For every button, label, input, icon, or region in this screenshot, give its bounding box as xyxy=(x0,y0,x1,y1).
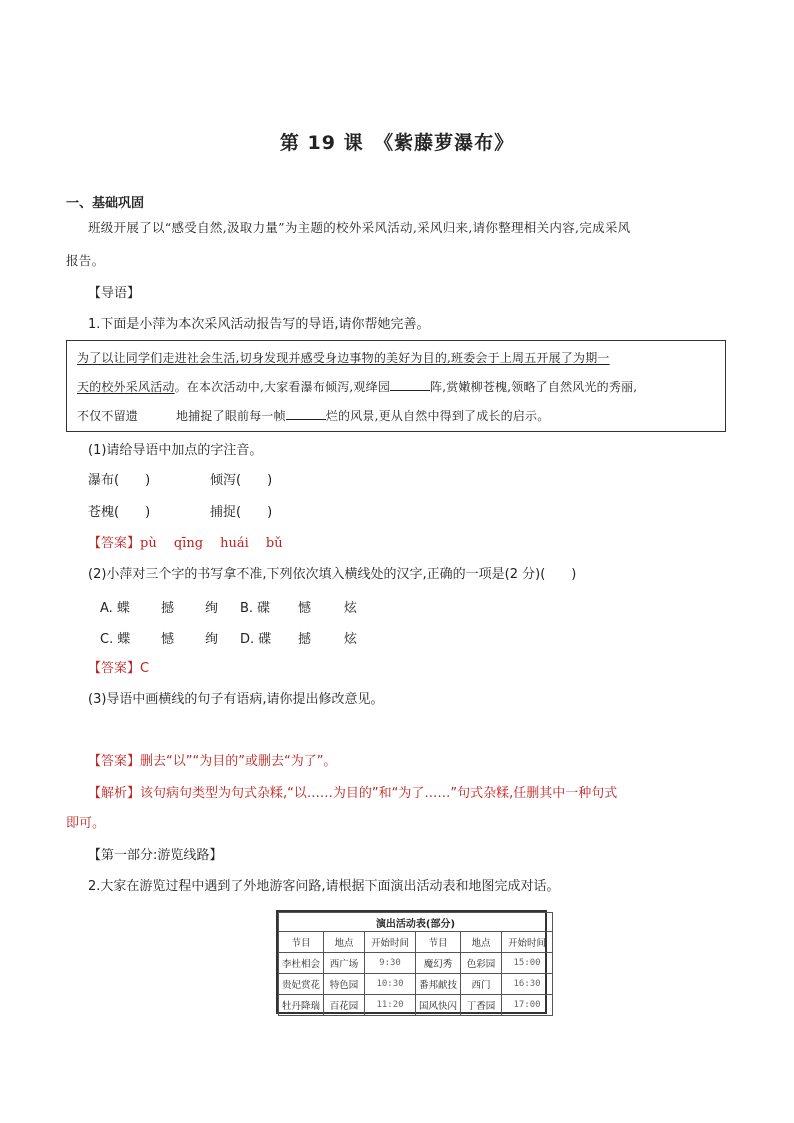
table-cell: 李杜相会 xyxy=(279,953,324,974)
table-header-cell: 节目 xyxy=(416,932,461,953)
table-cell: 国风快闪 xyxy=(416,995,461,1016)
passage-line3 xyxy=(77,407,549,424)
option-c-1: C. 蝶 xyxy=(100,632,131,647)
analysis-text-line1: 该句病句类型为句式杂糅,“以……为目的”和“为了……”句式杂糅,任删其中一种句式 xyxy=(140,786,618,801)
performance-table xyxy=(278,912,553,1016)
table-row xyxy=(279,995,553,1016)
pinyin-item-canghuai: 苍槐( ) xyxy=(88,505,151,520)
option-c-2: 憾 xyxy=(161,632,175,647)
passage-line2 xyxy=(77,378,637,395)
answer-2 xyxy=(88,659,149,679)
passage-line1-underlined: 为了以让同学们走进社会生活,切身发现并感受身边事物的美好为目的,班委会于上周五开展了为期一 xyxy=(77,351,610,365)
passage-line3-c: 烂的风景,更从自然中得到了成长的启示。 xyxy=(325,409,550,423)
table-header-row xyxy=(279,932,553,953)
option-a-1: A. 蝶 xyxy=(100,601,130,616)
option-d-1: D. 碟 xyxy=(240,632,272,647)
option-b-1: B. 碟 xyxy=(240,601,271,616)
question-1: 1.下面是小萍为本次采风活动报告写的导语,请你帮她完善。 xyxy=(88,317,430,332)
analysis-label: 【解析】 xyxy=(88,786,141,801)
question-1-3: (3)导语中画横线的句子有语病,请你提出修改意见。 xyxy=(88,692,384,707)
answer-2-text: C xyxy=(140,661,150,676)
option-c-3: 绚 xyxy=(205,632,219,647)
option-b-2: 憾 xyxy=(298,601,312,616)
daoyu-label: 【导语】 xyxy=(88,286,141,301)
option-d-2: 撼 xyxy=(298,632,312,647)
table-cell: 色彩园 xyxy=(461,953,502,974)
answer-label: 【答案】 xyxy=(88,754,141,769)
table-cell: 10:30 xyxy=(365,974,416,995)
passage-line2-underlined: 天的校外采风活动 xyxy=(77,380,175,394)
analysis xyxy=(88,784,617,804)
table-row xyxy=(279,974,553,995)
table-cell: 特色园 xyxy=(324,974,365,995)
table-cell: 牡丹降瑞 xyxy=(279,995,324,1016)
question-1-1: (1)请给导语中加点的字注音。 xyxy=(88,443,263,458)
intro-text-line2: 报告。 xyxy=(66,253,105,268)
passage-line3-b: 地捕捉了眼前每一帧 xyxy=(176,409,286,423)
table-header-cell: 地点 xyxy=(324,932,365,953)
pinyin-item-qingxie: 倾泻( ) xyxy=(210,473,273,488)
table-cell: 西广场 xyxy=(324,953,365,974)
answer-1-text: pù qīng huái bǔ xyxy=(140,536,283,551)
answer-3-text: 删去“以”“为目的”或删去“为了”。 xyxy=(140,754,337,769)
answer-label: 【答案】 xyxy=(88,536,141,551)
option-a-2: 撼 xyxy=(161,601,175,616)
pinyin-item-buzhuo: 捕捉( ) xyxy=(210,505,273,520)
answer-label: 【答案】 xyxy=(88,661,141,676)
table-cell: 15:00 xyxy=(502,953,553,974)
table-cell: 番邦献技 xyxy=(416,974,461,995)
table-cell: 11:20 xyxy=(365,995,416,1016)
section-heading-basics: 一、基础巩固 xyxy=(66,196,145,211)
table-cell: 丁香园 xyxy=(461,995,502,1016)
passage-line2-b: 阵,赏嫩柳苍槐,领略了自然风光的秀丽, xyxy=(430,380,638,394)
table-header-cell: 节目 xyxy=(279,932,324,953)
table-cell: 16:30 xyxy=(502,974,553,995)
option-b-3: 炫 xyxy=(344,601,358,616)
pinyin-item-pubu: 瀑布( ) xyxy=(88,473,151,488)
table-cell: 9:30 xyxy=(365,953,416,974)
table-row xyxy=(279,953,553,974)
part-1-heading: 【第一部分:游览线路】 xyxy=(88,848,223,863)
intro-text-line1: 班级开展了以“感受自然,汲取力量”为主题的校外采风活动,采风归来,请你整理相关内容,完成采风 xyxy=(88,220,631,235)
option-d-3: 炫 xyxy=(344,632,358,647)
question-2: 2.大家在游览过程中遇到了外地游客问路,请根据下面演出活动表和地图完成对话。 xyxy=(88,879,560,894)
table-header-cell: 开始时间 xyxy=(365,932,416,953)
option-a-3: 绚 xyxy=(205,601,219,616)
table-cell: 贵妃赏花 xyxy=(279,974,324,995)
intro-passage-box xyxy=(66,340,726,432)
analysis-text-line2: 即可。 xyxy=(66,816,106,831)
answer-1 xyxy=(88,534,283,554)
table-caption: 演出活动表(部分) xyxy=(279,913,553,932)
table-cell: 魔幻秀 xyxy=(416,953,461,974)
fill-blank-1[interactable] xyxy=(390,378,430,391)
table-header-cell: 开始时间 xyxy=(502,932,553,953)
passage-line3-a: 不仅不留遗 xyxy=(77,409,139,423)
table-cell: 西门 xyxy=(461,974,502,995)
passage-line2-a: 。在本次活动中,大家看瀑布倾泻,观绛园 xyxy=(174,380,391,394)
question-1-2: (2)小萍对三个字的书写拿不准,下列依次填入横线处的汉字,正确的一项是(2 分)( ) xyxy=(88,567,577,582)
table-cell: 17:00 xyxy=(502,995,553,1016)
fill-blank-3[interactable] xyxy=(286,407,326,420)
table-header-cell: 地点 xyxy=(461,932,502,953)
table-cell: 百花园 xyxy=(324,995,365,1016)
answer-3 xyxy=(88,752,336,772)
page-title: 第 19 课 《紫藤萝瀑布》 xyxy=(279,132,515,154)
